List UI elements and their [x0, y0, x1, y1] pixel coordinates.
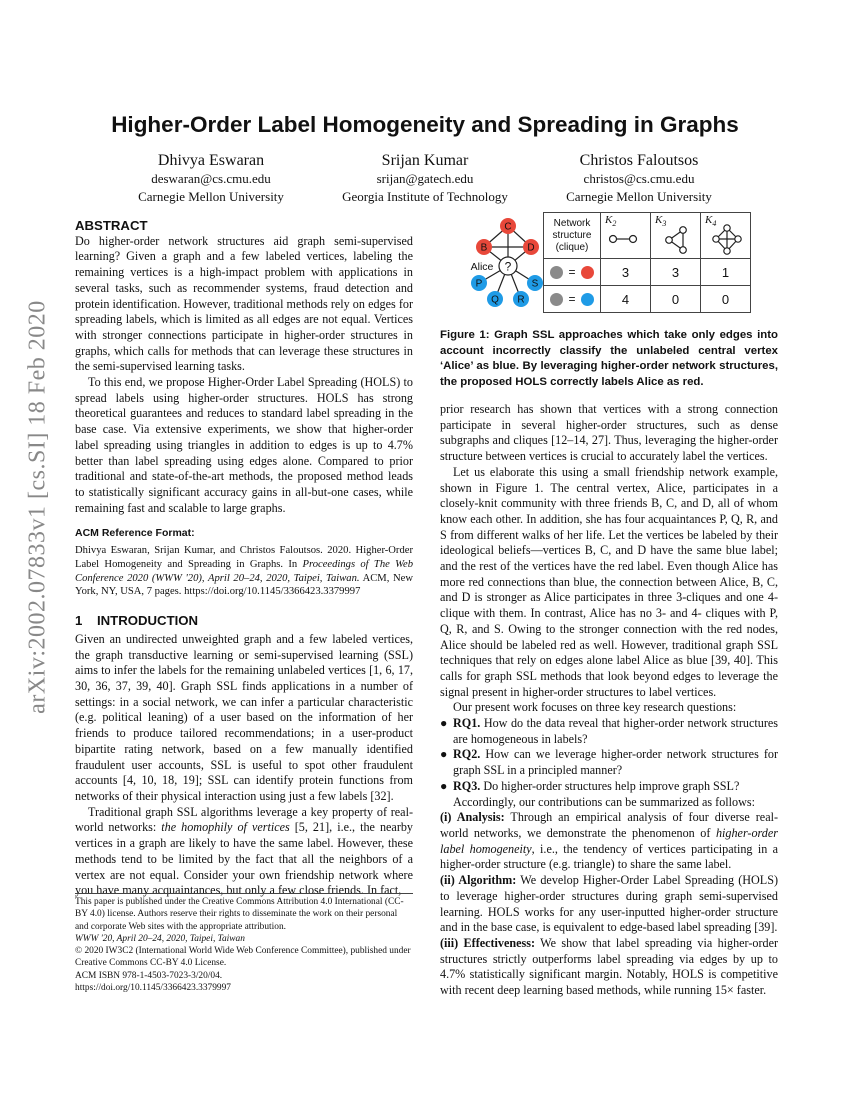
- footnote: [75, 896, 413, 994]
- author-email[interactable]: srijan@gatech.edu: [376, 171, 474, 186]
- table-cell: 3: [651, 259, 701, 286]
- k2-label: $K_2$: [605, 214, 617, 229]
- author-block-2: [300, 152, 550, 206]
- abstract-paragraph-2: To this end, we propose Higher-Order Label Spreading (HOLS) to spread labels using higher-order structures. HOLS has strong theoretical guarantees and reduces to standard label spreading in the base case. Via extensive experiments, we show that higher-order label spreading using triangles in addition to edges is up to 4.7% better than label spreading using edges alone. Compared to prior traditional and state-of-the-art methods, the proposed method leads to statistically significant accuracy gains in all-but-one cases, while remaining fast and scalable to large graphs.: [75, 375, 413, 515]
- paper-title: Higher-Order Label Homogeneity and Spreading in Graphs: [111, 112, 739, 137]
- k3-column-header: [651, 213, 701, 259]
- contribution-algorithm: [440, 873, 778, 936]
- alice-label: Alice: [470, 261, 494, 273]
- c2-text: We develop Higher-Order Label Spreading (HOLS) to leverage higher-order structures during graph semi-supervised learning. HOLS works for any user-inputted higher-order structure and in the base case, is equivalent to edge-based label spreading [39].: [440, 873, 778, 935]
- node-q-label: Q: [491, 294, 499, 306]
- abstract-paragraph-1: Do higher-order network structures aid graph semi-supervised learning? Given a graph and a few labeled vertices, labeling the remaining vertices is a high-impact problem with applications in several tasks, such as recommender systems, fraud detection and protein identification. However, traditional methods rely on edges for spreading labels, which is limited as all edges are not equal. Vertices with stronger connections participate in higher-order structures in graphs, which calls for methods that can leverage these structures in the semi-supervised learning tasks.: [75, 233, 413, 374]
- node-r-label: R: [517, 294, 525, 306]
- node-d-label: D: [527, 242, 535, 254]
- k3-icon: [663, 225, 693, 255]
- c2-label: (ii) Algorithm:: [440, 873, 517, 888]
- gray-dot-icon: [550, 266, 563, 279]
- equals-sign: =: [568, 292, 576, 307]
- bullet-icon: ●: [440, 747, 448, 762]
- intro-p2-a: Traditional graph SSL algorithms leverage a key property of real-world networks:: [75, 804, 413, 835]
- intro-p2-b: [5, 21], i.e., the nearby vertices in a graph are likely to have the same label. However, these methods tend to be limited by the fact that all the neighbors of a vertex are not equal. Consider your own friendship network where you have many acquaintances, but only a few close friends. In fact,: [75, 820, 413, 898]
- footnote-isbn: ACM ISBN 978-1-4503-7023-3/20/04.: [75, 970, 223, 981]
- red-row: [544, 259, 751, 286]
- reference-venue: Proceedings of The Web Conference 2020 (WWW '20), April 20–24, 2020, Taipei, Taiwan.: [75, 558, 413, 584]
- rq2-text: How can we leverage higher-order network structures for graph SSL in a principled manner?: [453, 747, 778, 778]
- node-s-label: S: [531, 278, 539, 290]
- abstract-heading: ABSTRACT: [75, 218, 148, 233]
- rq2-label: RQ2.: [453, 747, 481, 762]
- arxiv-identifier: arXiv:2002.07833v1 [cs.SI] 18 Feb 2020: [24, 300, 51, 714]
- table-cell: 0: [651, 286, 701, 313]
- c3-text: We show that label spreading via higher-order structures strictly outperforms label spreading via edges by up to 4.7% statistically significant margin. Notably, HOLS is competitive with recent deep learning based methods, while running 15× faster.: [440, 935, 778, 998]
- intro-paragraph-2: [75, 805, 413, 899]
- clique-table-header: Network structure (clique): [544, 213, 601, 259]
- footnote-venue: WWW '20, April 20–24, 2020, Taipei, Taiwan: [75, 933, 245, 944]
- figure-1: [440, 210, 780, 320]
- author-name: Dhivya Eswaran: [157, 152, 265, 169]
- reference-text-a: Dhivya Eswaran, Srijan Kumar, and Christos Faloutsos. 2020. Higher-Order Label Homogeneity and Spreading in Graphs. In: [75, 545, 413, 570]
- figure-caption: Figure 1: Graph SSL approaches which take only edges into account incorrectly classify the unlabeled central vertex ‘Alice’ as blue. By leveraging higher-order network structures, the proposed HOLS correctly labels Alice as red.: [440, 329, 778, 388]
- author-block-3: [514, 152, 764, 206]
- node-alice-question: ?: [504, 259, 512, 274]
- author-affiliation: Carnegie Mellon University: [138, 189, 284, 204]
- node-p-label: P: [475, 278, 483, 290]
- table-cell: 3: [601, 259, 651, 286]
- red-row-legend: [544, 259, 601, 286]
- blue-dot-icon: [581, 293, 594, 306]
- author-affiliation: Carnegie Mellon University: [566, 189, 712, 204]
- author-name: Christos Faloutsos: [579, 152, 699, 169]
- blue-row-legend: [544, 286, 601, 313]
- rq3-label: RQ3.: [453, 778, 481, 793]
- friendship-graph: [453, 210, 557, 312]
- contribution-analysis: [440, 810, 778, 873]
- k4-label: $K_4$: [705, 214, 717, 229]
- left-column: [75, 218, 413, 899]
- clique-table: [543, 212, 751, 313]
- footnote-rule: [75, 893, 413, 894]
- rq2-item: [440, 747, 778, 778]
- c1-text-b: , i.e., the tendency of vertices participating in a higher-order structure (e.g. triangle) to share the same label.: [440, 841, 779, 872]
- rq1-item: [440, 716, 778, 747]
- introduction-heading: 1 INTRODUCTION: [75, 613, 199, 629]
- k4-icon: [711, 224, 745, 256]
- homophily-emphasis: the homophily of vertices: [161, 820, 290, 835]
- c1-text-a: Through an empirical analysis of four diverse real-world networks, we demonstrate the phenomenon of: [440, 810, 778, 840]
- footnote-doi[interactable]: https://doi.org/10.1145/3366423.3379997: [75, 983, 231, 994]
- rq1-text: How do the data reveal that higher-order network structures are homogeneous in labels?: [453, 716, 778, 746]
- right-paragraph-4: Accordingly, our contributions can be summarized as follows:: [453, 794, 755, 809]
- right-paragraph-3: Our present work focuses on three key research questions:: [453, 700, 737, 715]
- node-c-label: C: [504, 221, 512, 233]
- blue-row: [544, 286, 751, 313]
- right-column: [440, 402, 778, 999]
- author-email[interactable]: deswaran@cs.cmu.edu: [151, 171, 271, 186]
- rq3-text: Do higher-order structures help improve graph SSL?: [480, 778, 740, 793]
- author-affiliation: Georgia Institute of Technology: [342, 189, 508, 204]
- c1-label: (i) Analysis:: [440, 810, 505, 825]
- reference-text-b: ACM, New York, NY, USA, 7 pages. https://doi.org/10.1145/3366423.3379997: [75, 572, 414, 598]
- table-cell: 1: [701, 259, 751, 286]
- contribution-effectiveness: [440, 936, 778, 999]
- arxiv-sidebar: [18, 297, 58, 717]
- c3-label: (iii) Effectiveness:: [440, 935, 536, 950]
- author-name: Srijan Kumar: [381, 152, 469, 169]
- acm-reference: [75, 526, 413, 599]
- right-paragraph-1: prior research has shown that vertices with a strong connection participate in several higher-order structures, such as dense subgraphs and cliques [12–14, 27]. Thus, leveraging the higher-order structure between vertices is crucial to accurately label the vertices.: [440, 402, 778, 464]
- footnote-copyright: © 2020 IW3C2 (International World Wide Web Conference Committee), published under Creative Commons CC-BY 4.0 License.: [75, 946, 411, 969]
- table-cell: 4: [601, 286, 651, 313]
- c1-emphasis: higher-order label homogeneity: [440, 825, 778, 856]
- k4-column-header: [701, 213, 751, 259]
- table-cell: 0: [701, 286, 751, 313]
- rq3-item: [440, 779, 778, 795]
- author-block-1: [86, 152, 336, 206]
- footnote-license: This paper is published under the Creative Commons Attribution 4.0 International (CC-BY 4.0) license. Authors reserve their rights to disseminate the work on their personal and corporate Web sites with the appropriate attribution.: [75, 897, 404, 932]
- right-paragraph-2: Let us elaborate this using a small friendship network example, shown in Figure 1. The central vertex, Alice, participates in a closely-knit community with three friends B, C, and D, all of whom know each other. In addition, she has four acquaintances P, Q, R, and S from different walks of her life. Let the vertices be labeled by their ideological beliefs—vertices B, C, and D have the same blue label; and the rest of the vertices have the red label. Even though Alice has more red connections than blue, the connection between Alice, B, C, and D is stronger as Alice participates in three 3-cliques and one 4-clique with them. In contrast, Alice has no 3- and 4- cliques with P, Q, R, and S. Owing to the stronger connection with the red nodes, Alice should be labeled red as well. However, traditional graph SSL techniques that rely on edges alone label Alice as blue [39, 40]. This calls for graph SSL methods that look beyond edges to leverage the signal present in higher-order structures to label vertices.: [440, 464, 778, 699]
- k3-label: $K_3$: [655, 214, 667, 229]
- red-dot-icon: [581, 266, 594, 279]
- acm-reference-text: [75, 544, 413, 599]
- k2-icon: [609, 232, 639, 246]
- bullet-icon: ●: [440, 716, 448, 731]
- equals-sign: =: [568, 265, 576, 280]
- gray-dot-icon: [550, 293, 563, 306]
- k2-column-header: [601, 213, 651, 259]
- acm-reference-heading: ACM Reference Format:: [75, 527, 195, 540]
- intro-paragraph-1: Given an undirected unweighted graph and a few labeled vertices, the graph transductive learning or semi-supervised learning (SSL) aims to infer the labels for the remaining unlabeled vertices [1, 6, 17, 30, 36, 37, 39, 40]. Graph SSL finds applications in a number of settings: in a social network, we can infer a particular characteristic (e.g. political leaning) of a user based on the information of her friends to produce tailored recommendations; in a user-product bipartite rating network, based on a few manually identified fraudulent user accounts, SSL is useful to spot other fraudulent accounts [4, 10, 18, 19]; SSL can identify protein functions from networks of their physical interaction using just a few labels [32].: [75, 631, 413, 803]
- node-b-label: B: [480, 242, 488, 254]
- author-email[interactable]: christos@cs.cmu.edu: [583, 171, 695, 186]
- rq1-label: RQ1.: [453, 716, 481, 731]
- bullet-icon: ●: [440, 778, 448, 793]
